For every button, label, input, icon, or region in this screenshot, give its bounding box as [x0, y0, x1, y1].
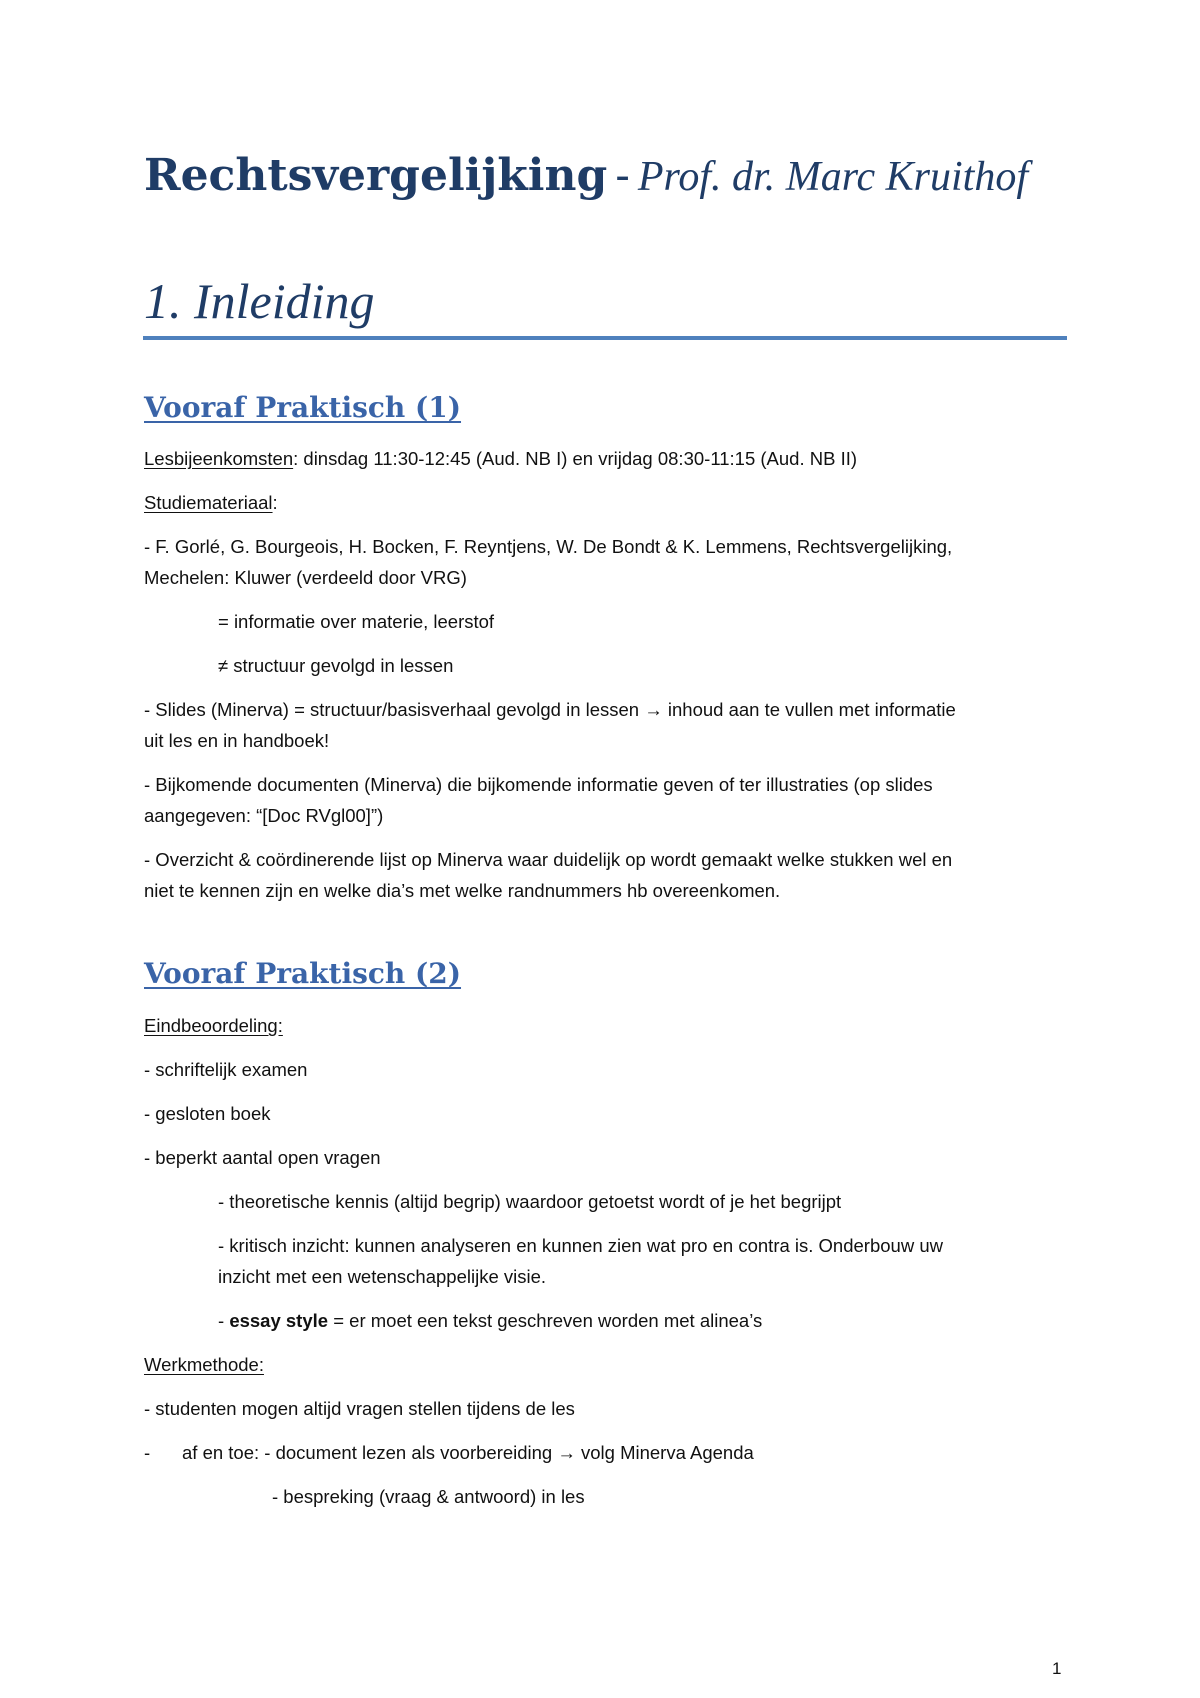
page-number: 1 — [1052, 1659, 1062, 1678]
work-item-3: - bespreking (vraag & antwoord) in les — [272, 1486, 585, 1507]
material-item-1-line-2: Mechelen: Kluwer (verdeeld door VRG) — [144, 567, 467, 588]
eval-sub-1: - theoretische kennis (altijd begrip) waardoor getoetst wordt of je het begrijpt — [218, 1191, 842, 1212]
material-item-2-line-1: - Slides (Minerva) = structuur/basisverhaal gevolgd in lessen → inhoud aan te vullen met informatie — [144, 699, 956, 720]
section-heading-praktisch-1: Vooraf Praktisch (1) — [144, 391, 462, 424]
section-heading-praktisch-2: Vooraf Praktisch (2) — [144, 957, 462, 990]
eval-sub-2-line-2: inzicht met een wetenschappelijke visie. — [218, 1266, 547, 1287]
lesbijeenkomsten-label: Lesbijeenkomsten — [144, 448, 294, 469]
studiemateriaal-line — [144, 487, 278, 518]
werkmethode-label — [144, 1349, 264, 1380]
work-item-2: af en toe: - document lezen als voorbereiding → volg Minerva Agenda — [182, 1442, 754, 1463]
work-item-2-dash: - — [144, 1442, 151, 1463]
material-item-2-line-2: uit les en in handboek! — [144, 730, 330, 751]
eval-item-2: - gesloten boek — [144, 1103, 271, 1124]
eval-sub-3-bold: essay style — [229, 1310, 329, 1331]
work-item-1: - studenten mogen altijd vragen stellen tijdens de les — [144, 1398, 575, 1419]
eval-item-1: - schriftelijk examen — [144, 1059, 308, 1080]
material-item-4-line-2: niet te kennen zijn en welke dia’s met welke randnummers hb overeenkomen. — [144, 880, 781, 901]
title-separator: - — [615, 151, 630, 200]
material-item-3-line-2: aangegeven: “[Doc RVgl00]”) — [144, 805, 384, 826]
lesbijeenkomsten-line — [144, 443, 857, 474]
eindbeoordeling-label-text: Eindbeoordeling: — [144, 1015, 283, 1036]
title-main: Rechtsvergelijking — [144, 150, 608, 201]
material-item-3-line-1: - Bijkomende documenten (Minerva) die bijkomende informatie geven of ter illustraties (op slides — [144, 774, 933, 795]
eval-sub-2-line-1: - kritisch inzicht: kunnen analyseren en kunnen zien wat pro en contra is. Onderbouw uw — [218, 1235, 943, 1256]
material-item-1-line-1: - F. Gorlé, G. Bourgeois, H. Bocken, F. Reyntjens, W. De Bondt & K. Lemmens, Rechtsvergelijking, — [144, 536, 953, 557]
studiemateriaal-label: Studiemateriaal — [144, 492, 273, 513]
material-item-4-line-1: - Overzicht & coördinerende lijst op Minerva waar duidelijk op wordt gemaakt welke stukken wel en — [144, 849, 953, 870]
werkmethode-label-text: Werkmethode: — [144, 1354, 264, 1375]
chapter-rule — [143, 336, 1067, 340]
eindbeoordeling-label — [144, 1010, 283, 1041]
title-author: Prof. dr. Marc Kruithof — [637, 154, 1028, 200]
lesbijeenkomsten-text: : dinsdag 11:30-12:45 (Aud. NB I) en vrijdag 08:30-11:15 (Aud. NB II) — [293, 448, 858, 469]
material-item-1-sub-1: = informatie over materie, leerstof — [218, 611, 495, 632]
eval-item-3: - beperkt aantal open vragen — [144, 1147, 381, 1168]
material-item-1-sub-2: ≠ structuur gevolgd in lessen — [218, 655, 454, 676]
eval-sub-3 — [218, 1305, 762, 1336]
document-title — [144, 146, 1028, 207]
eval-sub-3-rest: = er moet een tekst geschreven worden met alinea’s — [328, 1310, 763, 1331]
eval-sub-3-prefix: - — [218, 1310, 230, 1331]
studiemateriaal-colon: : — [272, 492, 278, 513]
chapter-heading: 1. Inleiding — [144, 273, 375, 329]
